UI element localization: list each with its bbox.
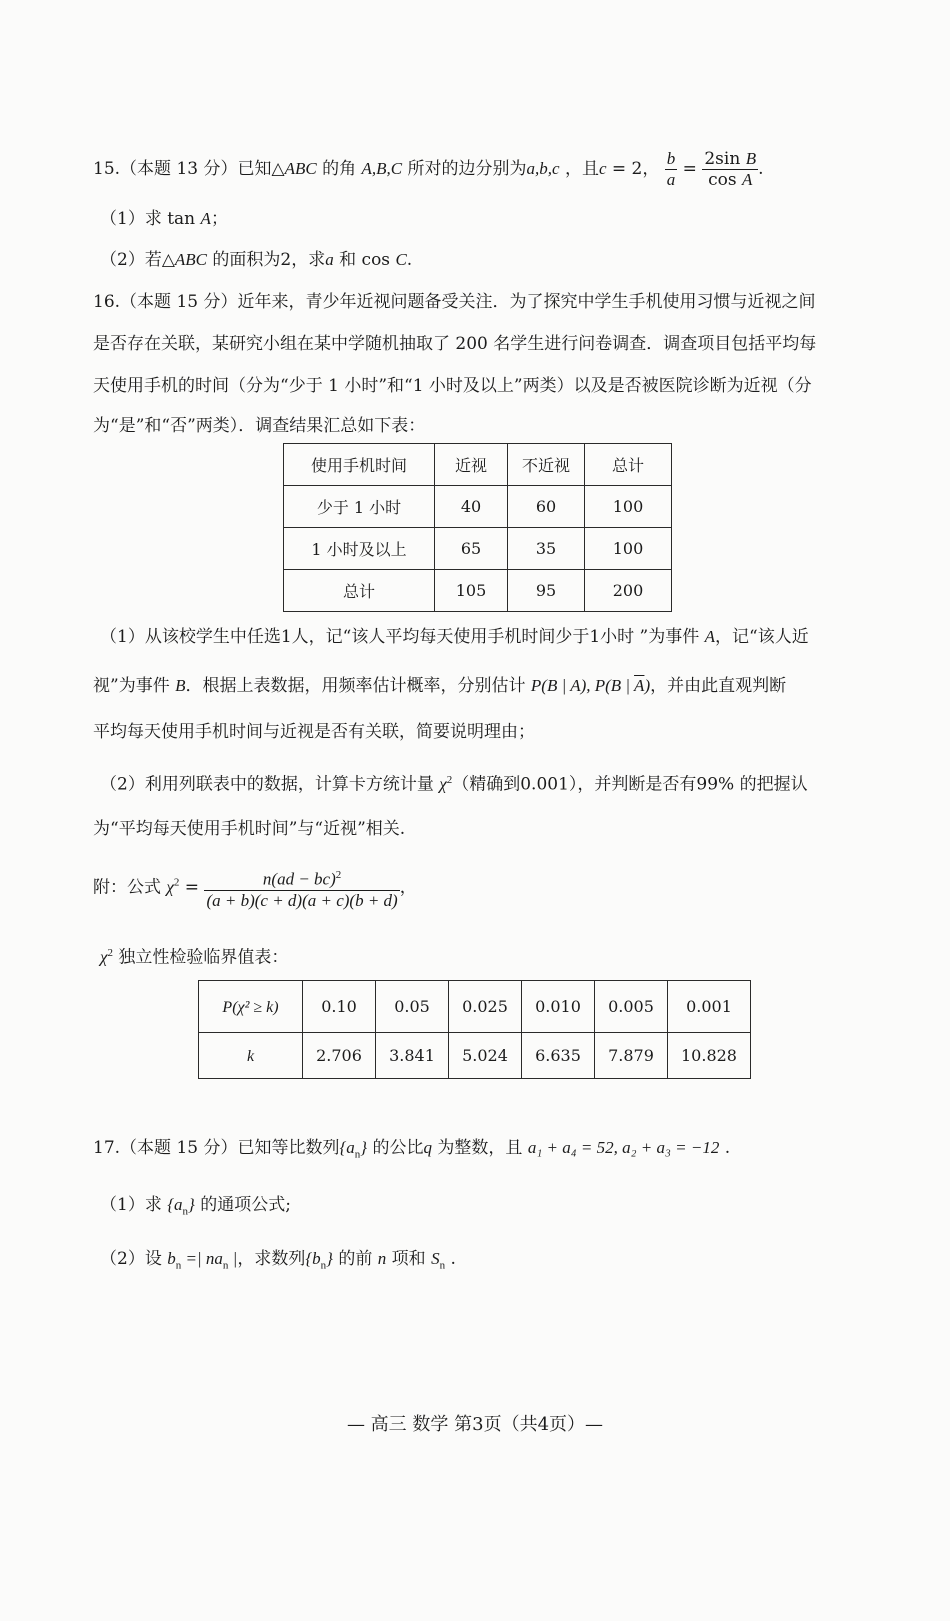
contingency-table — [283, 443, 672, 612]
table-cell: 7.879 — [595, 1033, 668, 1079]
fraction-2sinB-over-cosA: $\frac{\text{2sin B}}{\text{cos A}}$ — [704, 149, 757, 190]
table-cell: 少于 1 小时 — [284, 486, 435, 528]
table-cell: 100 — [585, 528, 672, 570]
table-row — [284, 486, 672, 528]
q15-part1: （1）求 tan A； — [100, 209, 228, 229]
table-cell: 65 — [435, 528, 508, 570]
q16-line-2: 是否存在关联，某研究小组在某中学随机抽取了 200 名学生进行问卷调查．调查项目包括平均每 — [93, 334, 817, 354]
q16-part1-line-1: （1）从该校学生中任选1人，记“该人平均每天使用手机时间少于1小时 ”为事件 A，记“该人近 — [100, 627, 809, 647]
table-cell: 200 — [585, 570, 672, 612]
table-cell: 0.025 — [449, 981, 522, 1033]
q15-part2: （2）若△ABC 的面积为2，求a 和 cos C. — [100, 250, 413, 270]
table-row — [284, 570, 672, 612]
table-cell: 总计 — [585, 444, 672, 486]
table-cell: 不近视 — [508, 444, 585, 486]
table-cell: 0.001 — [668, 981, 751, 1033]
table-cell: 使用手机时间 — [284, 444, 435, 486]
q17-part2: （2）设 $b_n$ =| $na_n$ |，求数列$\{b_n\}$ 的前 n 项和 $S_n$ . — [100, 1249, 456, 1272]
table-cell: 总计 — [284, 570, 435, 612]
q16-part2-line-1: （2）利用列联表中的数据，计算卡方统计量 $\chi^2$（精确到0.001），并判断是否有99% 的把握认 — [100, 774, 808, 795]
q17-stem: 17.（本题 15 分）已知等比数列$\{a_n\}$ 的公比q 为整数，且 a₁ + a₄ = 52, a₂ + a₃ = −12 . — [93, 1138, 731, 1161]
q15-stem: 15.（本题 13 分）已知△ABC 的角 A,B,C 所对的边分别为a,b,c ，且c = 2， $\frac{b}{a}$ = $\frac{\text{2sin B}}{\text{cos A}}$ . — [93, 149, 764, 190]
q16-line-3: 天使用手机的时间（分为“少于 1 小时”和“1 小时及以上”两类）以及是否被医院诊断为近视（分 — [93, 376, 812, 396]
q16-part1-line-2: 视”为事件 B．根据上表数据，用频率估计概率，分别估计 P(B | A), P(B | $\overline{A}$)，并由此直观判断 — [93, 676, 787, 696]
table-row — [199, 981, 751, 1033]
table-cell: 1 小时及以上 — [284, 528, 435, 570]
table-cell: 60 — [508, 486, 585, 528]
table-cell: 10.828 — [668, 1033, 751, 1079]
table-cell: 40 — [435, 486, 508, 528]
table-cell: 0.05 — [376, 981, 449, 1033]
table-cell: 105 — [435, 570, 508, 612]
q16-part1-line-3: 平均每天使用手机时间与近视是否有关联，简要说明理由； — [93, 722, 535, 742]
table-cell: k — [199, 1033, 303, 1079]
q16-line-4: 为“是”和“否”两类）．调查结果汇总如下表： — [93, 416, 426, 436]
q16-part2-line-2: 为“平均每天使用手机时间”与“近视”相关. — [93, 819, 406, 839]
table-cell: 35 — [508, 528, 585, 570]
table-row — [284, 528, 672, 570]
critical-value-caption: $\chi^2$ 独立性检验临界值表： — [100, 947, 289, 968]
q17-part1: （1）求 $\{a_n\}$ 的通项公式; — [100, 1195, 291, 1218]
table-cell: 0.010 — [522, 981, 595, 1033]
table-row — [199, 1033, 751, 1079]
table-cell: P(χ² ≥ k) — [199, 981, 303, 1033]
chi-square-fraction: $\frac{n(ad - bc)^2}{(a + b)(c + d)(a + c)(b + d)}$ — [204, 865, 399, 911]
table-cell: 5.024 — [449, 1033, 522, 1079]
q16-line-1: 16.（本题 15 分）近年来，青少年近视问题备受关注．为了探究中学生手机使用习惯与近视之间 — [93, 292, 816, 312]
fraction-b-over-a: $\frac{b}{a}$ — [666, 149, 676, 189]
page-footer: — 高三 数学 第3页（共4页）— — [346, 1414, 604, 1435]
table-cell: 0.005 — [595, 981, 668, 1033]
table-header-row — [284, 444, 672, 486]
table-cell: 近视 — [435, 444, 508, 486]
critical-value-table — [198, 980, 751, 1079]
table-cell: 95 — [508, 570, 585, 612]
table-cell: 100 — [585, 486, 672, 528]
table-cell: 2.706 — [303, 1033, 376, 1079]
table-cell: 6.635 — [522, 1033, 595, 1079]
chi-square-formula: 附：公式 $\chi^2$ = $\frac{n(ad - bc)^2}{(a + b)(c + d)(a + c)(b + d)}$ ， — [93, 865, 417, 911]
table-cell: 0.10 — [303, 981, 376, 1033]
table-cell: 3.841 — [376, 1033, 449, 1079]
